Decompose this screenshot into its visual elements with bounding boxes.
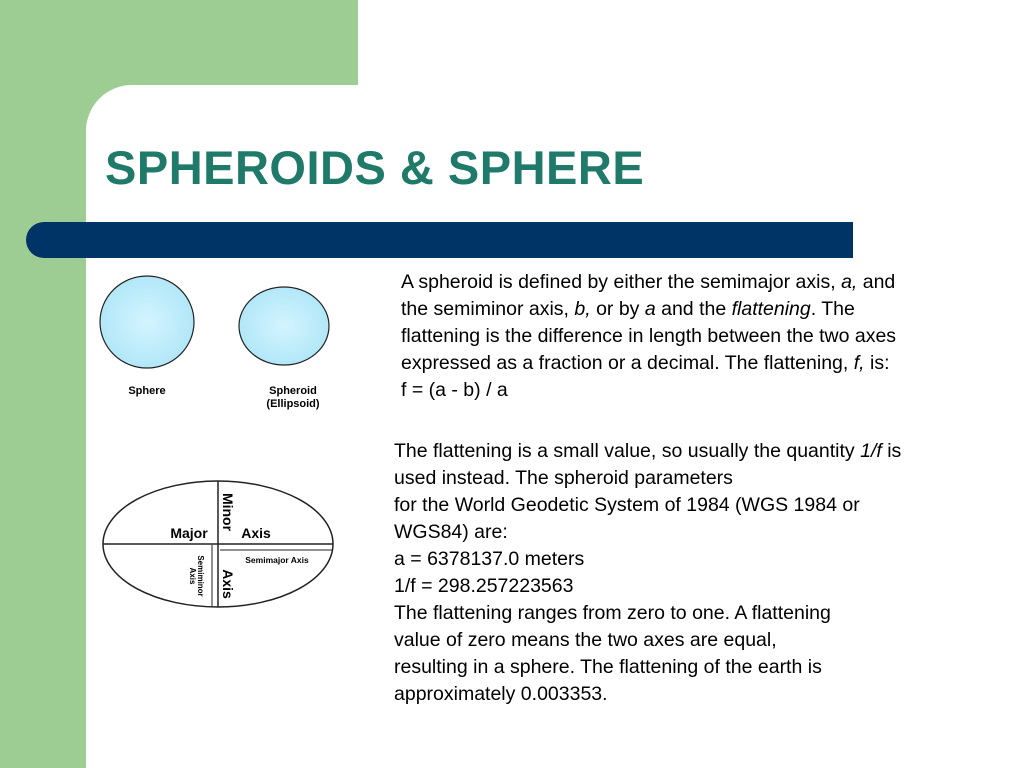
semiminor-label: Semiminor: [196, 555, 205, 597]
axis-horizontal-label: Axis: [241, 525, 271, 541]
text-run: The flattening is a small value, so usually the quantity: [394, 440, 861, 462]
semimajor-label: Semimajor Axis: [245, 555, 309, 565]
axis-vertical-label: Axis: [220, 569, 236, 599]
semiminor-axis-label: Axis: [188, 567, 197, 585]
text-run: is:: [864, 352, 890, 374]
para1-line-4: [401, 350, 896, 377]
para2-line-9: resulting in a sphere. The flattening of the earth is: [394, 656, 822, 678]
earth-flattening-value: approximately 0.003353.: [394, 683, 608, 705]
italic-run: 1/f: [860, 440, 882, 462]
inverse-flattening-value: 1/f = 298.257223563: [394, 575, 574, 597]
slide-title: SPHEROIDS & SPHERE: [105, 141, 645, 194]
text-run: and the: [655, 298, 732, 320]
italic-run: a,: [841, 271, 858, 293]
ellipsoid-label: (Ellipsoid): [266, 398, 320, 410]
para1-line-3: flattening is the difference in length between the two axes: [401, 325, 897, 347]
text-run: A spheroid is defined by either the semimajor axis,: [401, 271, 842, 293]
text-run: the semiminor axis,: [401, 298, 575, 320]
text-run: expressed as a fraction or a decimal. The flattening,: [401, 352, 854, 374]
para2-line-2: used instead. The spheroid parameters: [394, 467, 733, 489]
spheroid-label: Spheroid: [269, 385, 317, 397]
spheroid-shape: [239, 287, 329, 365]
axis-diagram: [100, 475, 340, 615]
text-run: or by: [590, 298, 645, 320]
sphere-spheroid-diagram: [92, 272, 342, 417]
sphere-shape: [100, 276, 194, 368]
title-underline-bar: [26, 222, 853, 258]
para2-line-8: value of zero means the two axes are equal,: [394, 629, 777, 651]
wgs84-parameters-paragraph: [394, 438, 901, 708]
flattening-formula: f = (a - b) / a: [401, 379, 508, 401]
para1-line-1: [401, 269, 896, 296]
italic-run: f,: [853, 352, 865, 374]
para2-line-3: for the World Geodetic System of 1984 (WGS 1984 or: [394, 494, 860, 516]
major-label: Major: [170, 525, 208, 541]
para2-line-7: The flattening ranges from zero to one. A flattening: [394, 602, 831, 624]
italic-run: a: [644, 298, 656, 320]
spheroid-definition-paragraph: [401, 269, 896, 404]
italic-run: flattening: [731, 298, 811, 320]
para2-line-1: [394, 438, 901, 465]
semimajor-value: a = 6378137.0 meters: [394, 548, 585, 570]
text-run: . The: [810, 298, 855, 320]
para2-line-4: WGS84) are:: [394, 521, 508, 543]
text-run: and: [857, 271, 896, 293]
text-run: is: [881, 440, 902, 462]
minor-label: Minor: [220, 492, 236, 532]
italic-run: b,: [574, 298, 591, 320]
para1-line-2: [401, 296, 896, 323]
sphere-label: Sphere: [128, 385, 166, 397]
